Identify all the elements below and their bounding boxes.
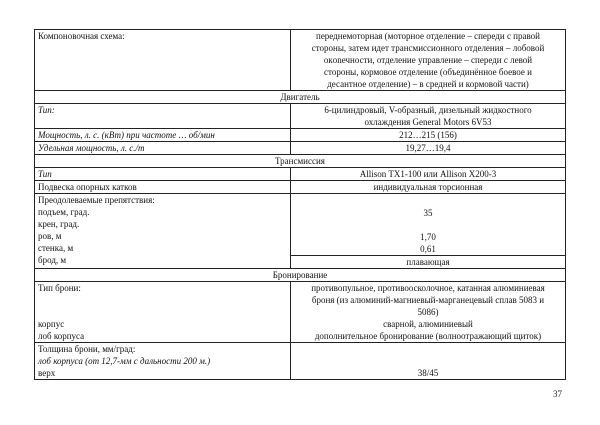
- row-power: [35, 129, 566, 142]
- wall-value: 0,61: [420, 244, 436, 254]
- row-transmission-type: [35, 168, 566, 181]
- armor-type-label: Тип брони:: [38, 283, 81, 293]
- armor-type-line: 5086): [417, 307, 439, 317]
- row-obstacles: [35, 194, 566, 269]
- row-specific-power: [35, 142, 566, 155]
- obstacles-label: Преодолеваемые препятствия:: [38, 195, 155, 205]
- climb-label: подъем, град.: [38, 207, 90, 217]
- ford-label: брод, м: [38, 255, 67, 265]
- tilt-label: крен, град.: [38, 219, 80, 229]
- section-transmission: Трансмиссия: [35, 155, 566, 168]
- ford-value: плавающая: [291, 255, 565, 268]
- specific-power-value: 19,27…19,4: [291, 142, 566, 155]
- suspension-value: индивидуальная торсионная: [291, 181, 566, 194]
- row-engine-header: [35, 91, 566, 104]
- layout-value-line: переднемоторная (моторное отделение – спереди с правой: [316, 31, 540, 41]
- wall-label: стенка, м: [38, 243, 74, 253]
- specific-power-label: Удельная мощность, л. с./т: [35, 142, 291, 155]
- engine-type-line: охлаждения General Motors 6V53: [364, 117, 492, 127]
- obstacles-label-cell: [35, 194, 291, 269]
- suspension-label: Подвеска опорных катков: [35, 181, 291, 194]
- layout-label: Компоновочная схема:: [35, 30, 291, 91]
- front-label: лоб корпуса: [38, 331, 85, 341]
- row-layout: [35, 30, 566, 91]
- thickness-value-cell: [291, 343, 566, 380]
- spec-table: [34, 29, 566, 380]
- row-suspension: [35, 181, 566, 194]
- thickness-label: Толщина брони, мм/град:: [38, 344, 136, 354]
- armor-type-line: броня (из алюминий-магниевый-марганецевый сплав 5083 и: [311, 295, 545, 305]
- row-armor-type: [35, 282, 566, 343]
- transmission-type-value: Allison TX1-100 или Allison X200-3: [291, 168, 566, 181]
- row-armor-header: [35, 269, 566, 282]
- power-label: Мощность, л. с. (кВт) при частоте … об/мин: [35, 129, 291, 142]
- layout-value-line: десантное отделение) – в средней и кормовой части): [327, 79, 529, 89]
- layout-value-line: окonечности, отделение управление – спереди с левой: [323, 55, 533, 65]
- ditch-label: ров, м: [38, 231, 62, 241]
- hull-label: корпус: [38, 319, 65, 329]
- engine-type-line: 6-цилиндровый, V-образный, дизельный жидкостного: [324, 105, 532, 115]
- section-engine: Двигатель: [35, 91, 566, 104]
- hull-value: сварной, алюминиевый: [383, 319, 473, 329]
- power-value: 212…215 (156): [291, 129, 566, 142]
- obstacles-values: [291, 194, 565, 255]
- thickness-top-label: верх: [38, 368, 56, 378]
- climb-value: 35: [423, 208, 433, 218]
- armor-type-label-cell: [35, 282, 291, 343]
- front-value: дополнительное бронирование (волноотражающий щиток): [314, 331, 542, 341]
- armor-type-line: противопульное, противоосколочное, катанная алюминиевая: [311, 283, 545, 293]
- engine-type-value: [291, 104, 566, 129]
- ditch-value: 1,70: [420, 232, 436, 242]
- page-number: 37: [553, 389, 562, 399]
- thickness-sub-label: лоб корпуса (от 12,7-мм с дальности 200 м.): [38, 356, 211, 366]
- thickness-label-cell: [35, 343, 291, 380]
- engine-type-label: Тип:: [35, 104, 291, 129]
- row-thickness: [35, 343, 566, 380]
- transmission-type-label: Тип: [35, 168, 291, 181]
- layout-value: [291, 30, 566, 91]
- thickness-top-value: 38/45: [417, 368, 439, 378]
- obstacles-value-cell: [291, 194, 566, 269]
- section-armor: Бронирование: [35, 269, 566, 282]
- row-engine-type: [35, 104, 566, 129]
- row-transmission-header: [35, 155, 566, 168]
- layout-value-line: стороны, кормовое отделение (объединённое боевое и: [324, 67, 532, 77]
- layout-value-line: стороны, затем идет трансмиссионного отделения – лобовой: [311, 43, 545, 53]
- armor-type-value-cell: [291, 282, 566, 343]
